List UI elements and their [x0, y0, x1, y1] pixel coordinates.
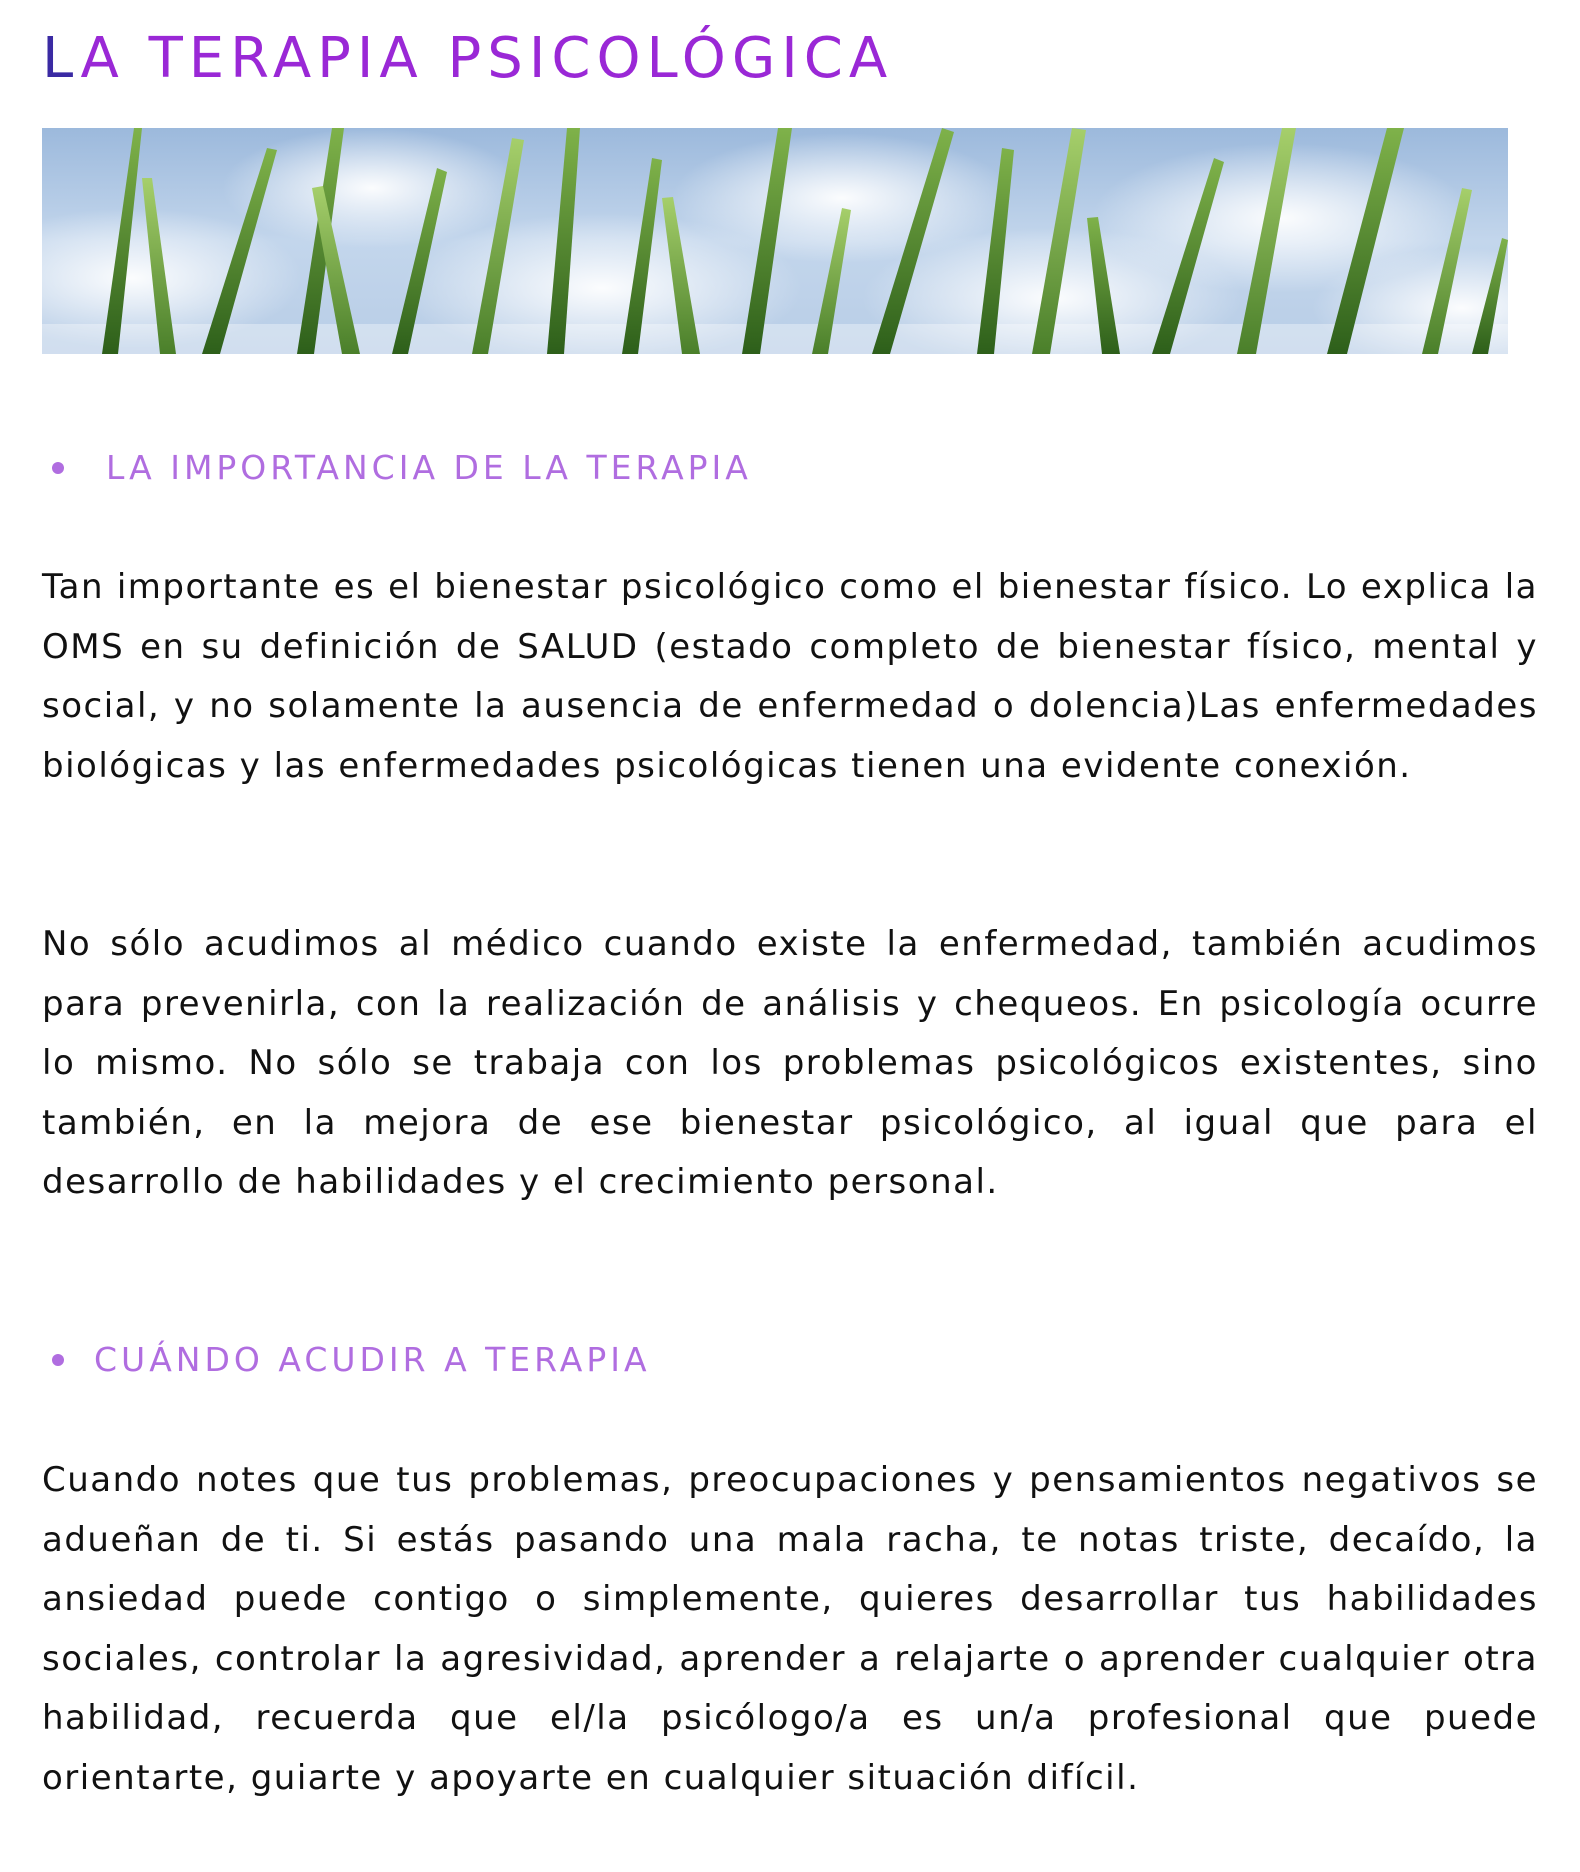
page-title-first-letter: L [42, 26, 81, 91]
paragraph-cuando-acudir: Cuando notes que tus problemas, preocupaciones y pensamientos negativos se adueñan de ti. Si estás pasando una mala racha, te notas triste, decaído, la ansiedad puede contigo o simplemente, quieres desarrollar tus habilidades sociales, controlar la agresividad, aprender a relajarte o aprender cualquier otra habilidad, recuerda que el/la psicólogo/a es un/a profesional que puede orientarte, guiarte y apoyarte en cualquier situación difícil. [42, 1460, 1538, 1798]
section-heading-importancia [52, 446, 752, 490]
banner-image [42, 128, 1508, 354]
page-title [42, 24, 893, 94]
bullet-icon [52, 1354, 64, 1366]
paragraph-oms: Tan importante es el bienestar psicológico como el bienestar físico. Lo explica la OMS en su definición de SALUD (estado completo de bienestar físico, mental y social, y no solamente la ausencia de enfermedad o dolencia)Las enfermedades biológicas y las enfermedades psicológicas tienen una evidente conexión. [42, 567, 1538, 786]
section-heading-text: CUÁNDO ACUDIR A TERAPIA [94, 1340, 651, 1379]
page-title-rest: A TERAPIA PSICOLÓGICA [80, 26, 894, 91]
section-heading-cuando [52, 1338, 651, 1382]
bullet-icon [52, 462, 64, 474]
section-heading-text: LA IMPORTANCIA DE LA TERAPIA [106, 448, 752, 487]
grass-sky-photo-icon [42, 128, 1508, 354]
paragraph-prevencion: No sólo acudimos al médico cuando existe la enfermedad, también acudimos para prevenirla, con la realización de análisis y chequeos. En psicología ocurre lo mismo. No sólo se trabaja con los problemas psicológicos existentes, sino también, en la mejora de ese bienestar psicológico, al igual que para el desarrollo de habilidades y el crecimiento personal. [42, 924, 1538, 1203]
